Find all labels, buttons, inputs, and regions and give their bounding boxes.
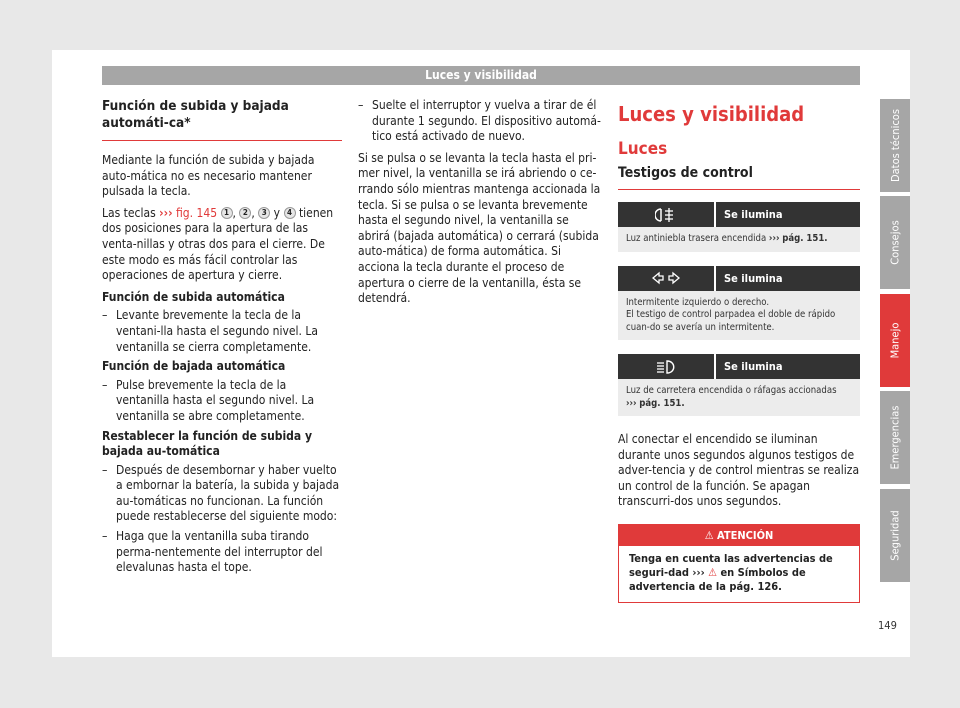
warning-header [619, 525, 859, 546]
indicator-desc [618, 379, 860, 416]
page-number: 149 [878, 619, 897, 632]
rear-fog-light-icon [618, 202, 716, 227]
high-beam-icon [618, 354, 716, 379]
warning-triangle-icon: ⚠ [708, 565, 717, 579]
intro-paragraph: Mediante la función de subida y bajada auto-mática no es necesario mantener pulsada la tecla. [102, 153, 315, 199]
turn-signal-icon [618, 266, 716, 291]
list-item: – Pulse brevemente la tecla de la ventanilla hasta el segundo nivel. La ventanilla se abre completamente. [102, 378, 342, 425]
desc-text: Luz antiniebla trasera encendida [626, 233, 767, 244]
tab-consejos[interactable]: Consejos [880, 196, 910, 289]
table-row [618, 202, 860, 227]
keys-and: y [273, 205, 281, 220]
section-title: Función de subida y bajada automáti-ca* [102, 98, 342, 141]
warning-title: ATENCIÓN [717, 528, 774, 542]
tab-manejo[interactable]: Manejo [880, 294, 910, 387]
key-badge-1: 1 [221, 207, 233, 219]
warning-text: Tenga en cuenta las advertencias de seguri-dad [629, 551, 833, 579]
tab-datos-tecnicos[interactable]: Datos técnicos [880, 99, 910, 192]
ref-arrows-icon: ››› [626, 397, 637, 409]
subheading-auto-down: Función de bajada automática [102, 359, 286, 374]
ref-arrows-icon: ››› [692, 565, 705, 579]
indicator-label: Se ilumina [716, 266, 860, 291]
column-middle [358, 98, 602, 313]
keys-paragraph: Las teclas ››› fig. 145 1 , 2 , 3 y 4 tienen dos posiciones para la apertura de las venta-nillas y otras dos para el cierre. De este modo es más fácil controlar las operaciones de apertura y cierre. [102, 205, 334, 283]
key-badge-3: 3 [258, 207, 270, 219]
desc-text: Luz de carretera encendida o ráfagas accionadas [626, 385, 837, 396]
table-row [618, 266, 860, 291]
running-header: Luces y visibilidad [102, 66, 860, 85]
warning-box [618, 524, 860, 603]
page-ref[interactable]: pág. 151. [639, 397, 685, 409]
subheading-reset: Restablecer la función de subida y bajada au-tomática [102, 428, 312, 459]
subheading-auto-up: Función de subida automática [102, 289, 285, 304]
indicator-label: Se ilumina [716, 354, 860, 379]
indicator-table [618, 202, 860, 416]
indicator-label: Se ilumina [716, 202, 860, 227]
column-right [618, 98, 860, 603]
figure-link[interactable]: fig. 145 [175, 205, 218, 220]
column-left [102, 98, 342, 580]
warning-triangle-icon: ⚠ [704, 528, 714, 542]
page-ref[interactable]: pág. 151. [782, 233, 828, 244]
list-item: – Después de desembornar y haber vuelto a embornar la batería, la subida y bajada au-tomáticas no funcionan. La función puede restablecerse del siguiente modo: [102, 463, 342, 525]
key-badge-2: 2 [239, 207, 251, 219]
list-item: – Levante brevemente la tecla de la ventani-lla hasta el segundo nivel. La ventanilla se cierra completamente. [102, 308, 342, 355]
table-row [618, 354, 860, 379]
tab-seguridad[interactable]: Seguridad [880, 489, 910, 582]
indicator-desc: Intermitente izquierdo o derecho. El testigo de control parpadea el doble de rápido cuan-do se avería un intermitente. [618, 291, 860, 341]
key-badge-4: 4 [284, 207, 296, 219]
info-paragraph: Al conectar el encendido se iluminan durante unos segundos algunos testigos de adver-tencia y de control mientras se realiza un control de la función. Se apagan transcurri-dos unos segundos. [618, 432, 860, 509]
chapter-title: Luces y visibilidad [618, 102, 805, 126]
keys-rest: tienen dos posiciones para la apertura de las venta-nillas y otras dos para el cierre. De este modo es más fácil controlar las operaciones de apertura y cierre. [102, 205, 334, 283]
section-title-lights: Luces [618, 139, 668, 159]
subsection-title: Testigos de control [618, 164, 860, 190]
warning-ref-text[interactable]: en Símbolos de advertencia de la pág. 126. [629, 565, 806, 593]
ref-arrows-icon: ››› [159, 205, 173, 220]
keys-prefix: Las teclas [102, 205, 156, 220]
list-item: – Haga que la ventanilla suba tirando perma-nentemente del interruptor del elevalunas hasta el tope. [102, 529, 342, 576]
ref-arrows-icon: ››› [768, 233, 780, 244]
window-paragraph: Si se pulsa o se levanta la tecla hasta el pri-mer nivel, la ventanilla se irá abriendo o ce-rrando sólo mientras mantenga accionada la tecla. Si se pulsa o se levanta brevemente hasta el segundo nivel, la ventanilla se abrirá (bajada automática) o cerrará (subida auto-mática) de forma automática. Si acciona la tecla durante el proceso de apertura o cierre de la ventanilla, ésta se detendrá. [358, 150, 601, 306]
list-item: – Suelte el interruptor y vuelva a tirar de él durante 1 segundo. El dispositivo automá-tico está activado de nuevo. [358, 98, 602, 145]
indicator-desc [618, 227, 860, 252]
tab-emergencias[interactable]: Emergencias [880, 391, 910, 484]
warning-body [619, 546, 859, 602]
